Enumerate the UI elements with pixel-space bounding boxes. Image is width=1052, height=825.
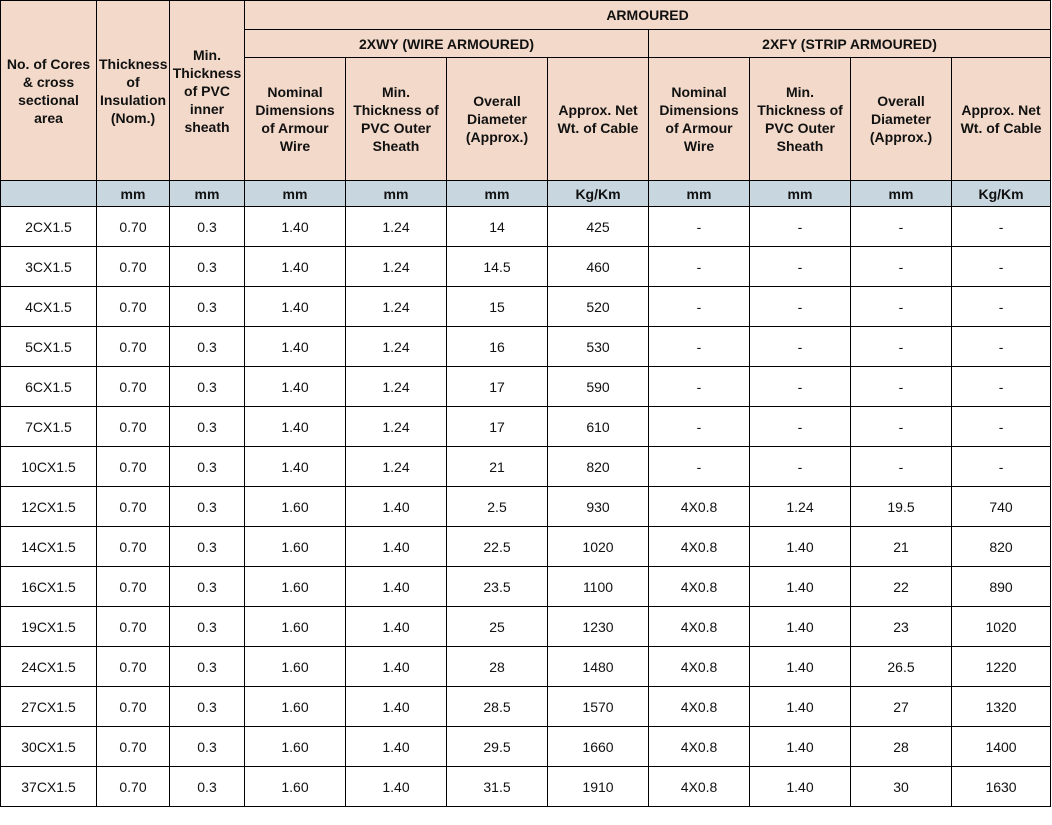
table-row — [1, 487, 1051, 527]
table-cell: 1480 — [548, 647, 649, 687]
unit-cell: Kg/Km — [548, 181, 649, 207]
unit-cell: mm — [750, 181, 851, 207]
table-cell: 1.40 — [750, 687, 851, 727]
table-cell: 1.24 — [346, 367, 447, 407]
table-cell: 0.70 — [97, 207, 170, 247]
table-cell: 19.5 — [851, 487, 952, 527]
cell-core-size: 12CX1.5 — [1, 487, 97, 527]
unit-cell — [1, 181, 97, 207]
table-cell: 1.60 — [245, 647, 346, 687]
unit-cell: mm — [97, 181, 170, 207]
table-cell: 1400 — [952, 727, 1051, 767]
cell-core-size: 19CX1.5 — [1, 607, 97, 647]
unit-cell: mm — [245, 181, 346, 207]
table-cell: 1.24 — [346, 327, 447, 367]
table-row — [1, 567, 1051, 607]
table-cell: 1660 — [548, 727, 649, 767]
header-strip-armour-dimensions: Nominal Dimensions of Armour Wire — [649, 58, 750, 181]
table-cell: - — [649, 207, 750, 247]
table-cell: 1.40 — [245, 367, 346, 407]
table-cell: 1.60 — [245, 727, 346, 767]
table-cell: 1.40 — [346, 527, 447, 567]
table-cell: - — [649, 447, 750, 487]
table-cell: 4X0.8 — [649, 607, 750, 647]
table-cell: - — [750, 407, 851, 447]
table-cell: 1020 — [548, 527, 649, 567]
table-cell: 1100 — [548, 567, 649, 607]
cell-core-size: 7CX1.5 — [1, 407, 97, 447]
table-cell: 1.40 — [346, 767, 447, 807]
table-cell: 1.40 — [750, 527, 851, 567]
table-row — [1, 527, 1051, 567]
table-cell: 0.3 — [170, 407, 245, 447]
table-cell: - — [750, 247, 851, 287]
table-cell: 740 — [952, 487, 1051, 527]
header-wire-overall-diameter: Overall Diameter (Approx.) — [447, 58, 548, 181]
table-cell: - — [952, 247, 1051, 287]
table-cell: - — [952, 407, 1051, 447]
table-cell: 1.40 — [245, 207, 346, 247]
header-cores: No. of Cores & cross sectional area — [1, 1, 97, 181]
table-cell: 0.3 — [170, 207, 245, 247]
table-cell: 0.3 — [170, 247, 245, 287]
table-row — [1, 767, 1051, 807]
header-wire-net-weight: Approx. Net Wt. of Cable — [548, 58, 649, 181]
table-cell: 1.60 — [245, 527, 346, 567]
table-cell: 610 — [548, 407, 649, 447]
table-row — [1, 207, 1051, 247]
table-cell: 1.40 — [750, 607, 851, 647]
table-cell: 1.24 — [346, 407, 447, 447]
table-cell: - — [750, 367, 851, 407]
table-cell: 520 — [548, 287, 649, 327]
table-cell: 820 — [952, 527, 1051, 567]
table-cell: 0.3 — [170, 647, 245, 687]
table-cell: 530 — [548, 327, 649, 367]
table-row — [1, 447, 1051, 487]
table-cell: 0.70 — [97, 247, 170, 287]
cell-core-size: 30CX1.5 — [1, 727, 97, 767]
table-cell: 1570 — [548, 687, 649, 727]
table-cell: 14.5 — [447, 247, 548, 287]
table-cell: 1.40 — [346, 607, 447, 647]
table-cell: - — [851, 327, 952, 367]
table-cell: - — [952, 327, 1051, 367]
table-cell: 1.40 — [245, 407, 346, 447]
table-cell: - — [649, 247, 750, 287]
table-cell: 890 — [952, 567, 1051, 607]
table-cell: 590 — [548, 367, 649, 407]
table-cell: 1.40 — [346, 727, 447, 767]
table-cell: 21 — [447, 447, 548, 487]
cell-core-size: 10CX1.5 — [1, 447, 97, 487]
cell-core-size: 24CX1.5 — [1, 647, 97, 687]
table-cell: 0.70 — [97, 687, 170, 727]
table-cell: - — [851, 367, 952, 407]
header-wire-outer-sheath: Min. Thickness of PVC Outer Sheath — [346, 58, 447, 181]
header-inner-sheath: Min. Thickness of PVC inner sheath — [170, 1, 245, 181]
cell-core-size: 14CX1.5 — [1, 527, 97, 567]
table-cell: - — [851, 247, 952, 287]
table-cell: - — [649, 327, 750, 367]
table-cell: - — [649, 407, 750, 447]
cell-core-size: 27CX1.5 — [1, 687, 97, 727]
table-cell: 1.40 — [346, 487, 447, 527]
table-cell: 1230 — [548, 607, 649, 647]
table-cell: - — [952, 207, 1051, 247]
table-cell: 1.60 — [245, 767, 346, 807]
table-row — [1, 607, 1051, 647]
table-row — [1, 247, 1051, 287]
unit-cell: Kg/Km — [952, 181, 1051, 207]
table-cell: 0.3 — [170, 527, 245, 567]
cell-core-size: 16CX1.5 — [1, 567, 97, 607]
table-cell: - — [851, 447, 952, 487]
table-cell: 0.3 — [170, 367, 245, 407]
table-cell: - — [750, 207, 851, 247]
cell-core-size: 4CX1.5 — [1, 287, 97, 327]
table-cell: 0.70 — [97, 367, 170, 407]
table-cell: 0.3 — [170, 487, 245, 527]
table-row — [1, 327, 1051, 367]
table-cell: - — [649, 287, 750, 327]
table-cell: 0.3 — [170, 327, 245, 367]
table-cell: 1.40 — [750, 727, 851, 767]
table-cell: 31.5 — [447, 767, 548, 807]
table-cell: 0.70 — [97, 767, 170, 807]
table-row — [1, 367, 1051, 407]
table-cell: - — [750, 447, 851, 487]
table-cell: 930 — [548, 487, 649, 527]
table-cell: 1.24 — [346, 207, 447, 247]
table-cell: 1.24 — [346, 287, 447, 327]
cell-core-size: 2CX1.5 — [1, 207, 97, 247]
table-cell: 0.70 — [97, 327, 170, 367]
table-cell: 1.40 — [346, 647, 447, 687]
table-cell: 1320 — [952, 687, 1051, 727]
table-row — [1, 687, 1051, 727]
cell-core-size: 6CX1.5 — [1, 367, 97, 407]
table-cell: 30 — [851, 767, 952, 807]
table-cell: 4X0.8 — [649, 647, 750, 687]
table-cell: 22 — [851, 567, 952, 607]
table-cell: 4X0.8 — [649, 687, 750, 727]
table-cell: 1.40 — [750, 567, 851, 607]
table-cell: 1.40 — [750, 647, 851, 687]
header-wire-armour-dimensions: Nominal Dimensions of Armour Wire — [245, 58, 346, 181]
table-cell: 1220 — [952, 647, 1051, 687]
table-cell: 25 — [447, 607, 548, 647]
table-cell: - — [952, 287, 1051, 327]
table-cell: 4X0.8 — [649, 767, 750, 807]
table-cell: 23.5 — [447, 567, 548, 607]
table-cell: 27 — [851, 687, 952, 727]
table-cell: 0.70 — [97, 527, 170, 567]
table-cell: 0.3 — [170, 607, 245, 647]
table-cell: 1.60 — [245, 487, 346, 527]
table-cell: - — [649, 367, 750, 407]
table-cell: - — [750, 327, 851, 367]
table-cell: 0.70 — [97, 647, 170, 687]
table-cell: 0.3 — [170, 727, 245, 767]
header-strip-outer-sheath: Min. Thickness of PVC Outer Sheath — [750, 58, 851, 181]
table-cell: 4X0.8 — [649, 727, 750, 767]
table-cell: 1.40 — [346, 567, 447, 607]
table-cell: - — [750, 287, 851, 327]
header-wire-armoured: 2XWY (WIRE ARMOURED) — [245, 30, 649, 58]
table-cell: 1.60 — [245, 687, 346, 727]
cell-core-size: 5CX1.5 — [1, 327, 97, 367]
table-cell: 4X0.8 — [649, 567, 750, 607]
table-cell: 0.3 — [170, 287, 245, 327]
table-cell: 0.70 — [97, 487, 170, 527]
header-insulation: Thickness of Insulation (Nom.) — [97, 1, 170, 181]
table-cell: 1.40 — [346, 687, 447, 727]
table-cell: 4X0.8 — [649, 487, 750, 527]
table-cell: 26.5 — [851, 647, 952, 687]
table-cell: - — [851, 407, 952, 447]
table-cell: 1.24 — [346, 447, 447, 487]
table-cell: 28 — [447, 647, 548, 687]
table-cell: 0.3 — [170, 767, 245, 807]
table-cell: 1910 — [548, 767, 649, 807]
unit-cell: mm — [851, 181, 952, 207]
table-cell: 1.24 — [750, 487, 851, 527]
table-cell: 0.70 — [97, 407, 170, 447]
table-cell: 21 — [851, 527, 952, 567]
table-cell: 28 — [851, 727, 952, 767]
table-row — [1, 727, 1051, 767]
unit-cell: mm — [447, 181, 548, 207]
table-cell: 0.3 — [170, 687, 245, 727]
table-cell: 1.40 — [245, 287, 346, 327]
table-cell: 17 — [447, 407, 548, 447]
table-cell: 820 — [548, 447, 649, 487]
table-cell: 1.40 — [245, 327, 346, 367]
unit-cell: mm — [346, 181, 447, 207]
table-cell: 4X0.8 — [649, 527, 750, 567]
cell-core-size: 37CX1.5 — [1, 767, 97, 807]
table-cell: 1.40 — [750, 767, 851, 807]
table-row — [1, 647, 1051, 687]
table-row — [1, 407, 1051, 447]
table-cell: 22.5 — [447, 527, 548, 567]
table-cell: 1.40 — [245, 247, 346, 287]
table-cell: 460 — [548, 247, 649, 287]
table-cell: 17 — [447, 367, 548, 407]
table-cell: 0.3 — [170, 567, 245, 607]
table-cell: 1.40 — [245, 447, 346, 487]
table-cell: 15 — [447, 287, 548, 327]
unit-cell: mm — [170, 181, 245, 207]
table-cell: 0.70 — [97, 727, 170, 767]
table-cell: 0.3 — [170, 447, 245, 487]
header-strip-net-weight: Approx. Net Wt. of Cable — [952, 58, 1051, 181]
table-cell: 2.5 — [447, 487, 548, 527]
table-cell: 28.5 — [447, 687, 548, 727]
table-cell: 1630 — [952, 767, 1051, 807]
header-strip-armoured: 2XFY (STRIP ARMOURED) — [649, 30, 1051, 58]
unit-cell: mm — [649, 181, 750, 207]
header-armoured: ARMOURED — [245, 1, 1051, 30]
table-row — [1, 287, 1051, 327]
table-cell: 0.70 — [97, 447, 170, 487]
table-cell: 16 — [447, 327, 548, 367]
table-cell: 425 — [548, 207, 649, 247]
table-cell: - — [851, 287, 952, 327]
table-cell: 0.70 — [97, 287, 170, 327]
table-cell: 1020 — [952, 607, 1051, 647]
table-cell: - — [851, 207, 952, 247]
table-cell: 1.60 — [245, 607, 346, 647]
cell-core-size: 3CX1.5 — [1, 247, 97, 287]
header-strip-overall-diameter: Overall Diameter (Approx.) — [851, 58, 952, 181]
table-cell: 23 — [851, 607, 952, 647]
units-row — [1, 181, 1051, 207]
table-cell: 1.24 — [346, 247, 447, 287]
table-cell: 0.70 — [97, 607, 170, 647]
table-cell: 14 — [447, 207, 548, 247]
table-cell: 1.60 — [245, 567, 346, 607]
table-cell: 29.5 — [447, 727, 548, 767]
table-cell: 0.70 — [97, 567, 170, 607]
table-cell: - — [952, 367, 1051, 407]
table-body — [1, 181, 1051, 807]
table-cell: - — [952, 447, 1051, 487]
